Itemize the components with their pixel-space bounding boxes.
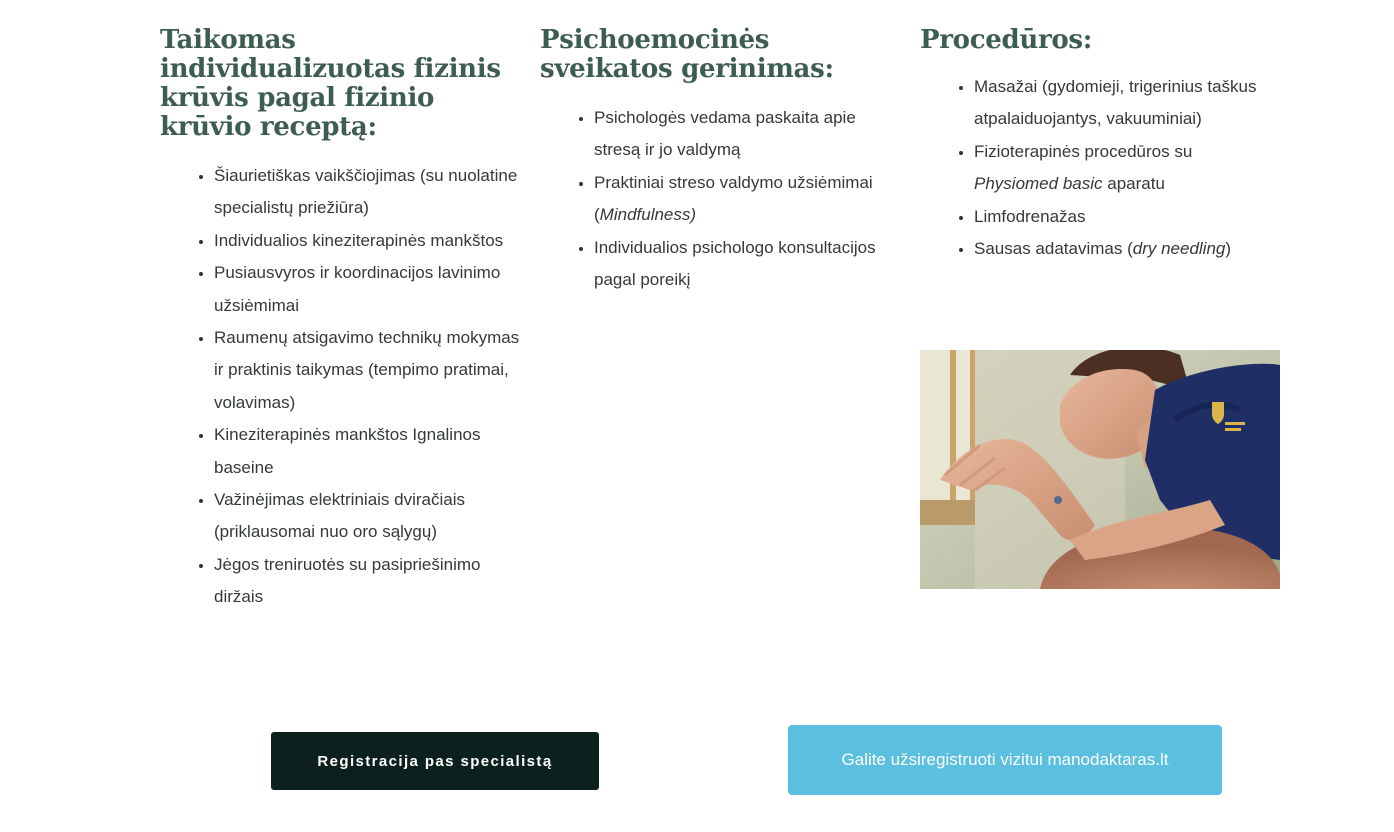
list-item-text: aparatu bbox=[1102, 174, 1165, 194]
massage-photo-illustration bbox=[920, 350, 1280, 589]
register-online-button[interactable]: Galite užsiregistruoti vizitui manodaktaras.lt bbox=[788, 725, 1222, 795]
list-item-text: Praktiniai streso valdymo užsiėmimai ( bbox=[594, 172, 873, 225]
list-item: • Individualios kineziterapinės mankštos bbox=[214, 225, 530, 257]
list-item-text: Fizioterapinės procedūros su bbox=[974, 141, 1193, 161]
psychoemotional-list bbox=[540, 102, 910, 296]
list-item: • Važinėjimas elektriniais dviračiais (priklausomai nuo oro sąlygų) bbox=[214, 484, 530, 549]
list-item-emphasis: Mindfulness) bbox=[599, 205, 697, 225]
list-item: • Psichologės vedama paskaita apie stresą ir jo valdymą bbox=[594, 102, 910, 167]
list-item: • Raumenų atsigavimo technikų mokymas ir praktinis taikymas (tempimo pratimai, volavimas) bbox=[214, 322, 530, 419]
procedures-section bbox=[920, 26, 1290, 265]
psychoemotional-section bbox=[540, 26, 910, 296]
procedures-list bbox=[920, 71, 1290, 265]
procedures-heading: Procedūros: bbox=[920, 25, 1093, 55]
massage-therapy-photo bbox=[920, 350, 1280, 589]
physical-activity-heading: Taikomas individualizuotas fizinis krūvis pagal fizinio krūvio receptą: bbox=[160, 25, 501, 142]
list-item bbox=[594, 167, 910, 232]
list-item bbox=[974, 233, 1290, 265]
list-item: • Masažai (gydomieji, trigerinius taškus atpalaiduojantys, vakuuminiai) bbox=[974, 71, 1290, 136]
physical-activity-list bbox=[160, 160, 530, 614]
list-item: • Kineziterapinės mankštos Ignalinos baseine bbox=[214, 419, 530, 484]
list-item: • Limfodrenažas bbox=[974, 201, 1290, 233]
register-specialist-button[interactable]: Registracija pas specialistą bbox=[271, 732, 599, 790]
psychoemotional-heading: Psichoemocinės sveikatos gerinimas: bbox=[540, 25, 834, 84]
list-item bbox=[974, 136, 1290, 201]
list-item-emphasis: dry needling bbox=[1132, 239, 1226, 259]
list-item-text: ) bbox=[1225, 239, 1232, 259]
list-item: • Jėgos treniruotės su pasipriešinimo diržais bbox=[214, 549, 530, 614]
list-item-text: Sausas adatavimas ( bbox=[974, 239, 1133, 259]
list-item: • Šiaurietiškas vaikščiojimas (su nuolatine specialistų priežiūra) bbox=[214, 160, 530, 225]
list-item-emphasis: Physiomed basic bbox=[974, 174, 1103, 194]
list-item: • Pusiausvyros ir koordinacijos lavinimo užsiėmimai bbox=[214, 257, 530, 322]
list-item: • Individualios psichologo konsultacijos pagal poreikį bbox=[594, 232, 910, 297]
physical-activity-section bbox=[160, 26, 530, 614]
